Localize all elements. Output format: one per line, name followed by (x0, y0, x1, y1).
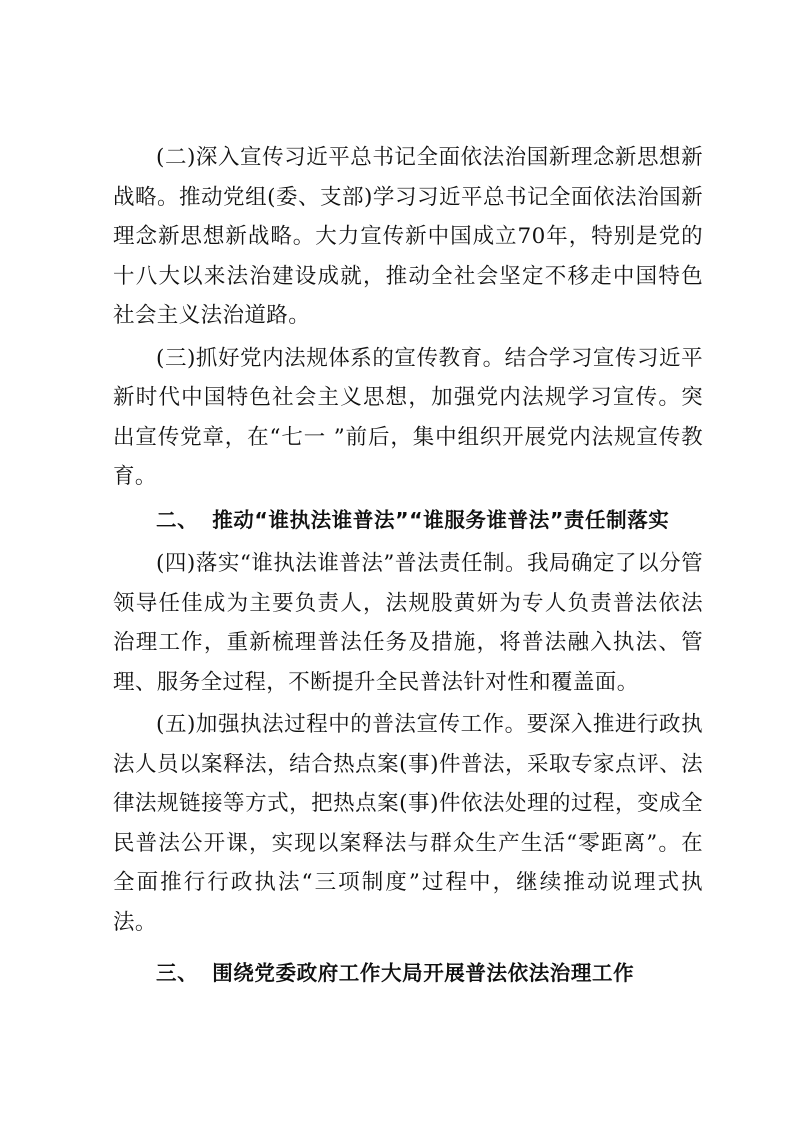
paragraph-3: (三)抓好党内法规体系的宣传教育。结合学习宣传习近平新时代中国特色社会主义思想，加强党内法规学习宣传。突出宣传党章，在“七一 ”前后，集中组织开展党内法规宣传教育。 (113, 345, 703, 489)
document-body (113, 138, 703, 998)
section-heading-2 (113, 501, 703, 541)
paragraph-2: (二)深入宣传习近平总书记全面依法治国新理念新思想新战略。推动党组(委、支部)学习习近平总书记全面依法治国新理念新思想新战略。大力宣传新中国成立70年，特别是党的十八大以来法治建设成就，推动全社会坚定不移走中国特色社会主义法治道路。 (113, 145, 703, 328)
section-heading-2-number: 二、 (156, 507, 199, 532)
section-heading-3 (113, 954, 703, 994)
section-heading-2-title: 推动“谁执法谁普法”“谁服务谁普法”责任制落实 (212, 507, 670, 532)
paragraph-5: (五)加强执法过程中的普法宣传工作。要深入推进行政执法人员以案释法，结合热点案(事)件普法，采取专家点评、法律法规链接等方式，把热点案(事)件依法处理的过程，变成全民普法公开课，实现以案释法与群众生产生活“零距离”。在全面推行行政执法“三项制度”过程中，继续推动说理式执法。 (113, 712, 703, 935)
section-heading-3-title: 围绕党委政府工作大局开展普法依法治理工作 (212, 961, 635, 985)
section-heading-3-number: 三、 (156, 961, 199, 985)
paragraph-4: (四)落实“谁执法谁普法”普法责任制。我局确定了以分管领导任佳成为主要负责人，法规股黄妍为专人负责普法依法治理工作，重新梳理普法任务及措施，将普法融入执法、管理、服务全过程，不断提升全民普法针对性和覆盖面。 (113, 551, 703, 695)
